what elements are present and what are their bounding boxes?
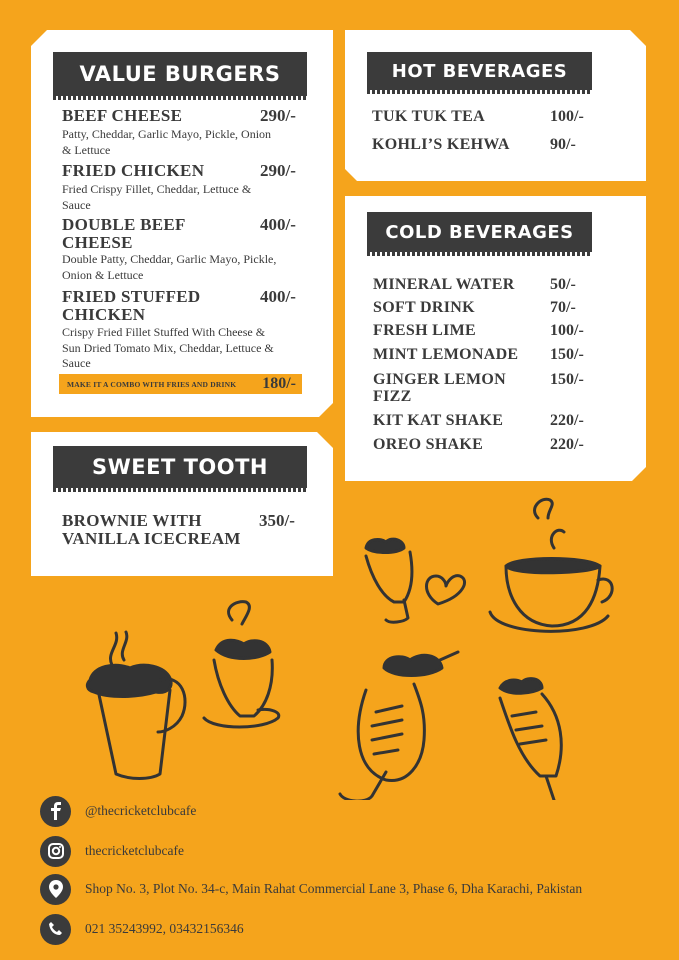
combo-offer-bar [59,374,302,394]
cold-beverages-heading: COLD BEVERAGES [367,212,592,252]
menu-item-price: 290/- [260,106,296,125]
menu-item-name: OREO SHAKE [373,436,484,453]
menu-item-name: MINT LEMONADE [373,346,519,363]
combo-offer-text: MAKE IT A COMBO WITH FRIES AND DRINK [67,379,237,389]
menu-item-price: 50/- [550,276,576,293]
phone-numbers[interactable]: 021 35243992, 03432156346 [85,921,244,936]
mug-doodle [87,632,185,779]
facebook-icon [40,796,71,827]
menu-item-price: 220/- [550,412,584,429]
coffee-cup-doodle [204,602,279,727]
menu-item-name: FRESH LIME [373,322,477,339]
hot-beverages-heading: HOT BEVERAGES [367,52,592,90]
instagram-contact[interactable] [40,835,660,867]
phone-icon [40,914,71,945]
menu-item-price: 100/- [550,322,584,339]
value-burgers-heading: VALUE BURGERS [53,52,307,96]
beverage-doodles-illustration [0,480,679,800]
address-text: Shop No. 3, Plot No. 34-c, Main Rahat Commercial Lane 3, Phase 6, Dha Karachi, Pakistan [85,881,583,896]
menu-item-name: KIT KAT SHAKE [373,412,504,429]
instagram-handle[interactable]: thecricketclubcafe [85,843,184,858]
menu-item-name: TUK TUK TEA [372,108,485,125]
combo-offer-price: 180/- [262,375,296,392]
menu-item-description: Double Patty, Cheddar, Garlic Mayo, Pickle, Onion & Lettuce [62,252,277,282]
menu-item-name: FRIED CHICKEN [62,161,205,180]
menu-item-description: Crispy Fried Fillet Stuffed With Cheese & Sun Dried Tomato Mix, Cheddar, Lettuce & Sauce [62,325,274,370]
menu-item-description: Fried Crispy Fillet, Cheddar, Lettuce & Sauce [62,182,252,212]
menu-item-name: BROWNIE WITH VANILLA ICECREAM [62,511,241,548]
location-pin-icon [40,874,71,905]
address-contact [40,873,660,905]
menu-item-price: 290/- [260,161,296,180]
menu-item-description: Patty, Cheddar, Garlic Mayo, Pickle, Onion & Lettuce [62,127,272,157]
menu-item-name: BEEF CHEESE [62,106,183,125]
menu-item-price: 150/- [550,346,584,363]
sweet-tooth-heading: SWEET TOOTH [53,446,307,488]
menu-item-name: MINERAL WATER [373,276,515,293]
facebook-handle[interactable]: @thecricketclubcafe [85,803,197,818]
menu-item-price: 400/- [260,287,296,306]
milkshake-glass-doodle [340,652,458,800]
phone-contact[interactable] [40,913,660,945]
instagram-icon [40,836,71,867]
menu-item-name: KOHLI’S KEHWA [372,136,510,153]
menu-item-price: 150/- [550,371,584,388]
menu-item-price: 90/- [550,136,576,153]
menu-item-price: 350/- [259,511,295,530]
menu-item-price: 70/- [550,299,576,316]
tall-glass-doodle [500,679,561,800]
small-glass-doodle [366,539,412,622]
big-coffee-cup-doodle [490,499,612,631]
menu-item-name: FRIED STUFFED CHICKEN [62,287,201,324]
facebook-contact[interactable] [40,795,660,827]
menu-item-price: 100/- [550,108,584,125]
menu-item-price: 400/- [260,215,296,234]
menu-item-price: 220/- [550,436,584,453]
menu-item-name: GINGER LEMON FIZZ [373,371,506,405]
menu-item-name: SOFT DRINK [373,299,475,316]
heart-doodle [427,576,465,604]
menu-item-name: DOUBLE BEEF CHEESE [62,215,186,252]
